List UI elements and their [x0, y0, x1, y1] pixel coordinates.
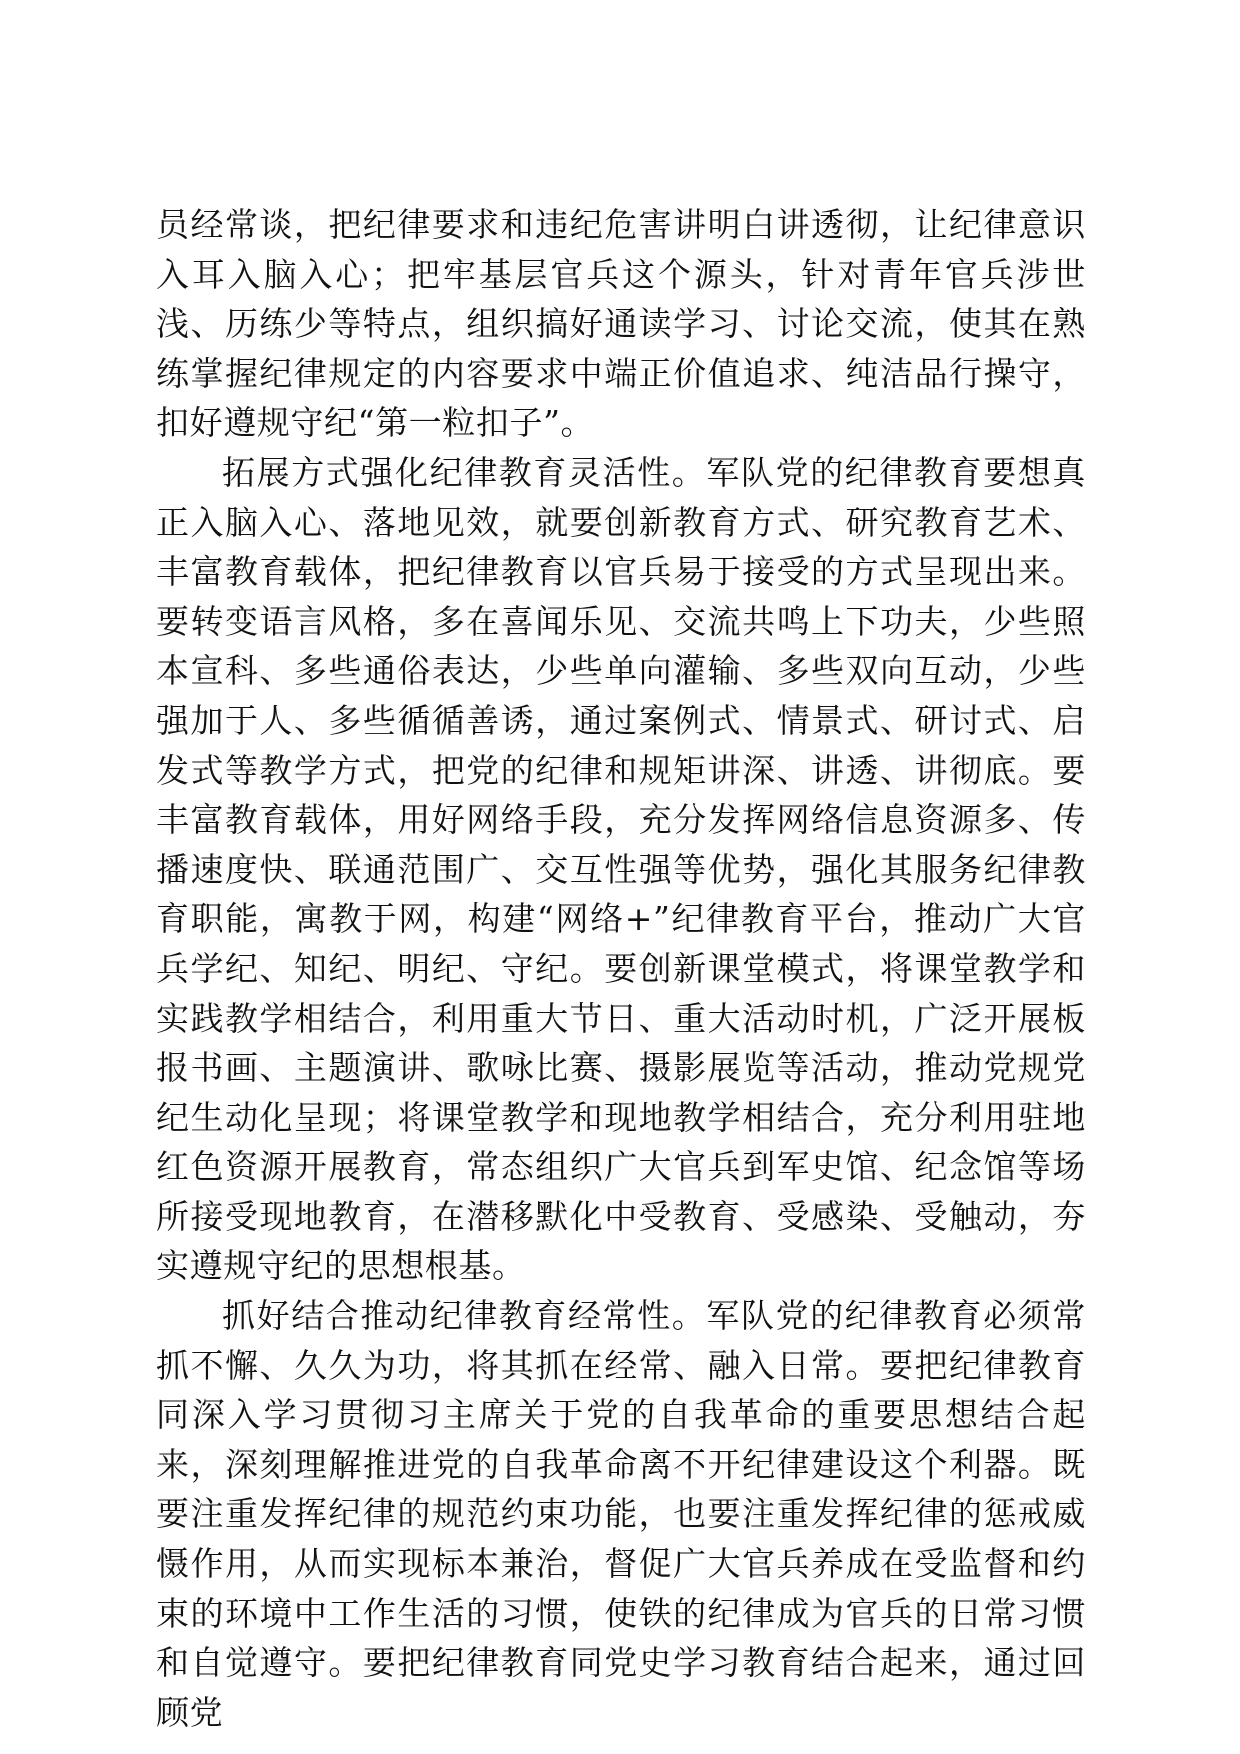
paragraph-regularity: 抓好结合推动纪律教育经常性。军队党的纪律教育必须常抓不懈、久久为功，将其抓在经常、融入日常。要把纪律教育同深入学习贯彻习主席关于党的自我革命的重要思想结合起来，深刻理解推进党的自我革命离不开纪律建设这个利器。既要注重发挥纪律的规范约束功能，也要注重发挥纪律的惩戒威慑作用，从而实现标本兼治，督促广大官兵养成在受监督和约束的环境中工作生活的习惯，使铁的纪律成为官兵的日常习惯和自觉遵守。要把纪律教育同党史学习教育结合起来，通过回顾党 [156, 1296, 1086, 1732]
paragraph-flexibility: 拓展方式强化纪律教育灵活性。军队党的纪律教育要想真正入脑入心、落地见效，就要创新教育方式、研究教育艺术、丰富教育载体，把纪律教育以官兵易于接受的方式呈现出来。要转变语言风格，多在喜闻乐见、交流共鸣上下功夫，少些照本宣科、多些通俗表达，少些单向灌输、多些双向互动，少些强加于人、多些循循善诱，通过案例式、情景式、研讨式、启发式等教学方式，把党的纪律和规矩讲深、讲透、讲彻底。要丰富教育载体，用好网络手段，充分发挥网络信息资源多、传播速度快、联通范围广、交互性强等优势，强化其服务纪律教育职能，寓教于网，构建“网络+”纪律教育平台，推动广大官兵学纪、知纪、明纪、守纪。要创新课堂模式，将课堂教学和实践教学相结合，利用重大节日、重大活动时机，广泛开展板报书画、主题演讲、歌咏比赛、摄影展览等活动，推动党规党纪生动化呈现；将课堂教学和现地教学相结合，充分利用驻地红色资源开展教育，常态组织广大官兵到军史馆、纪念馆等场所接受现地教育，在潜移默化中受教育、受感染、受触动，夯实遵规守纪的思想根基。 [156, 452, 1086, 1286]
document-body [156, 200, 1086, 1737]
paragraph-continuation: 员经常谈，把纪律要求和违纪危害讲明白讲透彻，让纪律意识入耳入脑入心；把牢基层官兵这个源头，针对青年官兵涉世浅、历练少等特点，组织搞好通读学习、讨论交流，使其在熟练掌握纪律规定的内容要求中端正价值追求、纯洁品行操守，扣好遵规守纪“第一粒扣子”。 [156, 205, 1086, 443]
